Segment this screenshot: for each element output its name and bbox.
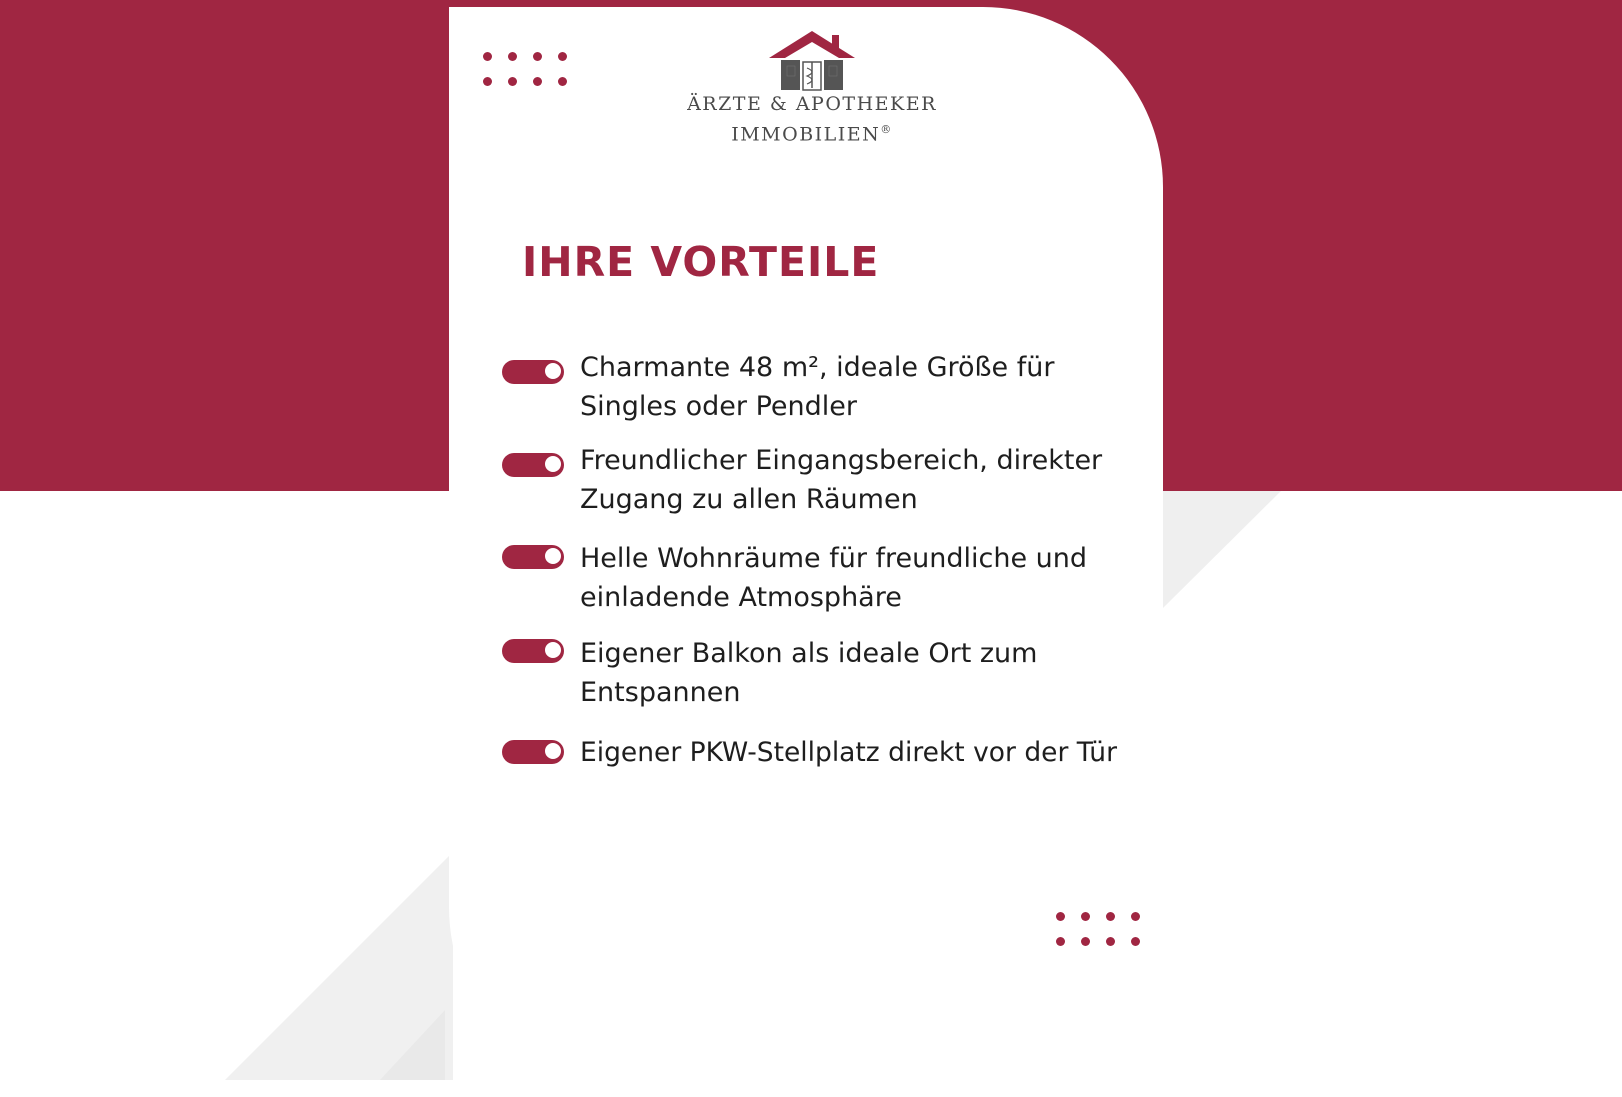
dot	[1056, 912, 1065, 921]
dot	[483, 52, 492, 61]
toggle-on-icon	[502, 740, 564, 764]
benefits-list	[502, 0, 1162, 800]
toggle-on-icon	[502, 545, 564, 569]
decorative-dots-bottom	[1056, 912, 1140, 946]
page-title: IHRE VORTEILE	[522, 238, 880, 286]
toggle-on-icon	[502, 360, 564, 384]
toggle-on-icon	[502, 639, 564, 663]
dot	[483, 77, 492, 86]
toggle-on-icon	[502, 453, 564, 477]
dot	[1131, 912, 1140, 921]
dot	[1081, 912, 1090, 921]
benefit-text: Freundlicher Eingangsbereich, direkter Zugang zu allen Räumen	[580, 445, 1103, 515]
dot	[1056, 937, 1065, 946]
logo-text-line1: ÄRZTE & APOTHEKER	[687, 93, 937, 115]
benefit-text: Eigener Balkon als ideale Ort zum Entspannen	[580, 638, 1038, 708]
registered-mark: ®	[880, 123, 893, 136]
dot	[1131, 937, 1140, 946]
benefit-text: Helle Wohnräume für freundliche und einladende Atmosphäre	[580, 543, 1088, 613]
dot	[1106, 912, 1115, 921]
benefit-text: Charmante 48 m², ideale Größe für Singles oder Pendler	[580, 352, 1055, 422]
dot	[1081, 937, 1090, 946]
logo-text-line2-word: IMMOBILIEN	[731, 123, 881, 146]
dot	[1106, 937, 1115, 946]
benefit-text: Eigener PKW-Stellplatz direkt vor der Tür	[580, 737, 1118, 768]
